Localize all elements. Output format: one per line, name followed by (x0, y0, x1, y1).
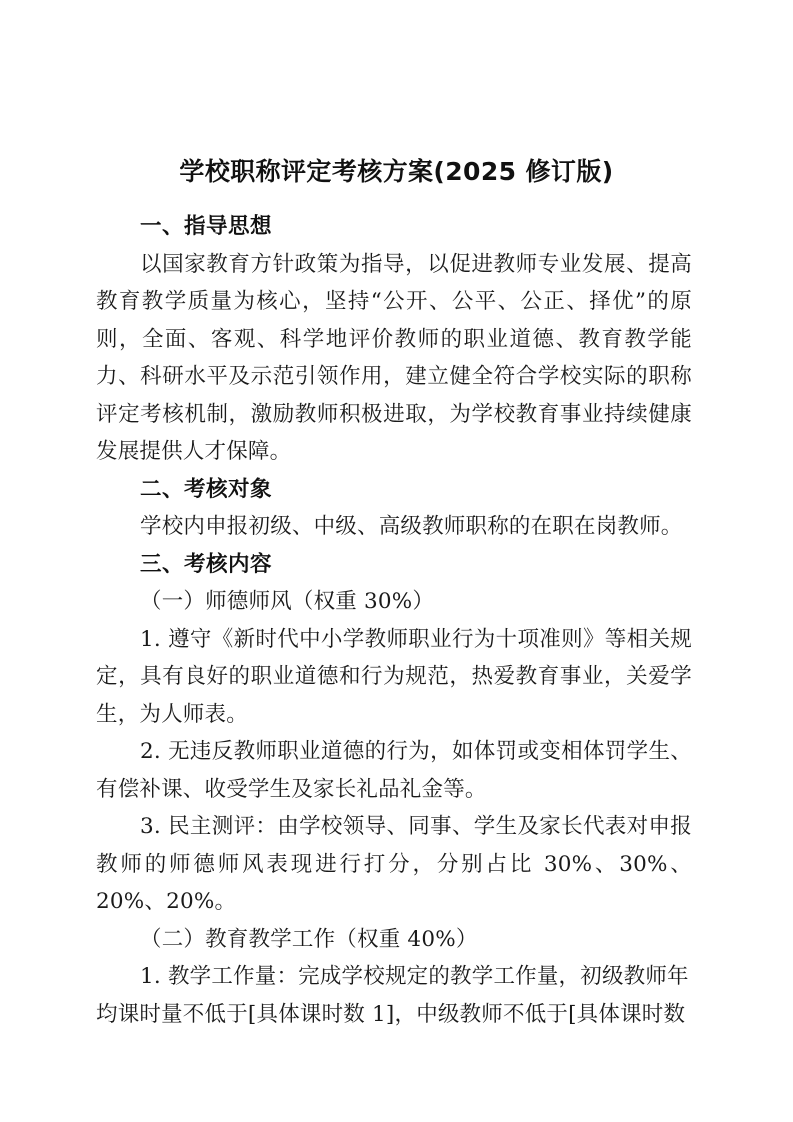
paragraph-assessment-targets-body: 学校内申报初级、中级、高级教师职称的在职在岗教师。 (140, 514, 683, 539)
paragraph-ethics-item-2: 2. 无违反教师职业道德的行为，如体罚或变相体罚学生、有偿补课、收受学生及家长礼品礼金等。 (96, 739, 692, 802)
section-heading-assessment-content: 三、考核内容 (140, 551, 273, 577)
subsection-heading-teacher-ethics: （一）师德师风（权重 30%） (140, 589, 435, 614)
section-heading-assessment-targets: 二、考核对象 (140, 476, 273, 502)
paragraph-ethics-item-3: 3. 民主测评：由学校领导、同事、学生及家长代表对申报教师的师德师风表现进行打分，分别占比 30%、30%、20%、20%。 (96, 814, 692, 914)
section-heading-guiding-ideology: 一、指导思想 (140, 214, 273, 239)
page-title: 学校职称评定考核方案(2025 修订版) (179, 157, 614, 186)
paragraph-ethics-item-1: 1. 遵守《新时代中小学教师职业行为十项准则》等相关规定，具有良好的职业道德和行为规范，热爱教育事业，关爱学生，为人师表。 (96, 626, 692, 727)
paragraph-teaching-item-1: 1. 教学工作量：完成学校规定的教学工作量，初级教师年均课时量不低于[具体课时数 1]，中级教师不低于[具体课时数 (96, 964, 689, 1027)
document-body (96, 208, 692, 1033)
subsection-heading-teaching-work: （二）教育教学工作（权重 40%） (140, 926, 478, 952)
paragraph-guiding-ideology-body: 以国家教育方针政策为指导，以促进教师专业发展、提高教育教学质量为核心，坚持“公开、公平、公正、择优”的原则，全面、客观、科学地评价教师的职业道德、教育教学能力、科研水平及示范引领作用，建立健全符合学校实际的职称评定考核机制，激励教师积极进取，为学校教育事业持续健康发展提供人才保障。 (96, 251, 692, 464)
